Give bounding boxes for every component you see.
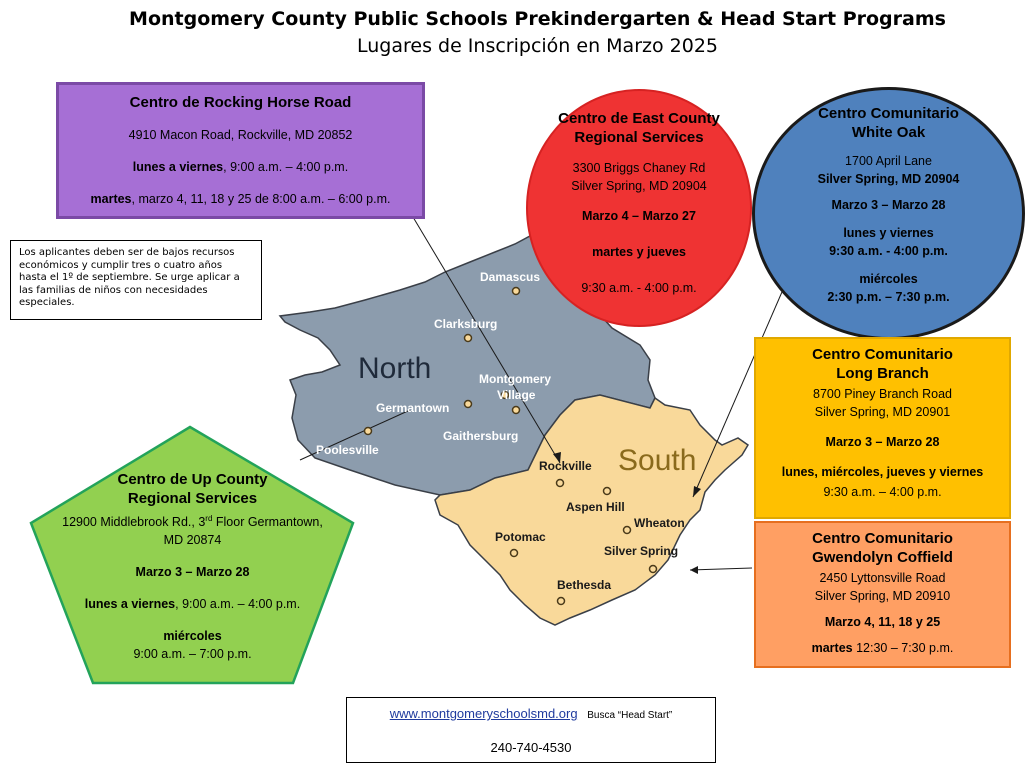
city-dot-wheaton (624, 527, 631, 534)
upcounty-name-1: Centro de Up County (117, 471, 268, 488)
place-wheaton: Wheaton (634, 516, 685, 530)
white-oak-days-2: miércoles (859, 272, 918, 286)
search-hint: Busca “Head Start” (587, 710, 673, 721)
upcounty-days-2: miércoles (163, 629, 222, 644)
contact-box (346, 697, 716, 763)
eligibility-note: Los aplicantes deben ser de bajos recursos económicos y cumplir tres o cuatro años hasta el 1º de septiembre. Se urge aplicar a las familias de niños con necesidades especiales. (10, 240, 262, 320)
upcounty-hours-1: , 9:00 a.m. – 4:00 p.m. (175, 597, 301, 612)
east-county-hours: 9:30 a.m. - 4:00 p.m. (581, 281, 697, 295)
coffield-hours: 12:30 – 7:30 p.m. (852, 641, 954, 655)
connector-coffield (690, 568, 752, 570)
city-dot-poolesville (365, 428, 372, 435)
city-dot-silver-spring (650, 566, 657, 573)
rocking-horse-address: 4910 Macon Road, Rockville, MD 20852 (128, 128, 353, 142)
south-label: South (618, 444, 697, 477)
place-potomac: Potomac (495, 530, 546, 544)
white-oak-hours-2: 2:30 p.m. – 7:30 p.m. (827, 290, 950, 304)
city-dot-aspen-hill (604, 488, 611, 495)
place-damascus: Damascus (480, 270, 541, 284)
upcounty-address-1 (30, 510, 355, 531)
white-oak-address-1: 1700 April Lane (845, 154, 932, 168)
east-county-address-1: 3300 Briggs Chaney Rd (572, 161, 706, 175)
rocking-horse-hours-weekday (59, 158, 422, 176)
upcounty-address-1a: 12900 Middlebrook Rd., 3 (62, 515, 206, 530)
white-oak-name-2: White Oak (851, 124, 926, 141)
city-dot-bethesda (558, 598, 565, 605)
rocking-horse-tuesday-label: martes (90, 192, 132, 206)
upcounty-address-sup: rd (205, 514, 213, 523)
east-county-name-2: Regional Services (574, 129, 704, 146)
east-county-dates: Marzo 4 – Marzo 27 (582, 209, 696, 223)
upcounty-name-2: Regional Services (127, 490, 258, 507)
long-branch-days: lunes, miércoles, jueves y viernes (781, 465, 984, 479)
rocking-horse-name: Centro de Rocking Horse Road (129, 94, 352, 111)
east-county-center-circle (526, 89, 752, 327)
white-oak-dates: Marzo 3 – Marzo 28 (831, 198, 946, 212)
upcounty-hours-2: 9:00 a.m. – 7:00 p.m. (133, 647, 252, 662)
city-dot-clarksburg (465, 335, 472, 342)
long-branch-address-1: 8700 Piney Branch Road (813, 387, 952, 401)
coffield-address-2: Silver Spring, MD 20910 (814, 589, 951, 603)
east-county-days: martes y jueves (592, 245, 686, 259)
place-rockville: Rockville (539, 459, 592, 473)
coffield-name-2: Gwendolyn Coffield (812, 549, 953, 566)
coffield-dates: Marzo 4, 11, 18 y 25 (824, 615, 941, 629)
long-branch-dates: Marzo 3 – Marzo 28 (825, 435, 940, 449)
place-aspen-hill: Aspen Hill (566, 500, 625, 514)
place-clarksburg: Clarksburg (434, 317, 498, 331)
upcounty-days-1: lunes a viernes (84, 597, 176, 612)
connector-coffield-arrow (690, 566, 698, 574)
east-county-address-2: Silver Spring, MD 20904 (571, 179, 707, 193)
white-oak-center-circle (752, 87, 1025, 340)
long-branch-hours: 9:30 a.m. – 4:00 p.m. (823, 485, 942, 499)
contact-line (347, 704, 715, 726)
rocking-horse-hours-tuesday (59, 190, 422, 208)
website-link[interactable]: www.montgomeryschoolsmd.org (389, 706, 578, 721)
page-subtitle: Lugares de Inscripción en Marzo 2025 (357, 35, 718, 57)
place-silver-spring: Silver Spring (604, 544, 679, 558)
upcounty-center-box (30, 470, 355, 690)
long-branch-center-box (754, 337, 1011, 519)
page-title: Montgomery County Public Schools Prekindergarten & Head Start Programs (129, 8, 946, 30)
coffield-name-1: Centro Comunitario (812, 530, 953, 547)
east-county-name-1: Centro de East County (558, 110, 720, 127)
rocking-horse-weekday-label: lunes a viernes (132, 160, 224, 174)
place-germantown: Germantown (376, 401, 450, 415)
long-branch-address-2: Silver Spring, MD 20901 (814, 405, 951, 419)
city-dot-germantown (465, 401, 472, 408)
rocking-horse-tuesday-hours: , marzo 4, 11, 18 y 25 de 8:00 a.m. – 6:00 p.m. (131, 192, 391, 206)
upcounty-dates: Marzo 3 – Marzo 28 (135, 565, 250, 580)
coffield-days: martes (811, 641, 853, 655)
upcounty-address-2: MD 20874 (163, 533, 222, 548)
coffield-center-box (754, 521, 1011, 668)
white-oak-hours-1: 9:30 a.m. - 4:00 p.m. (829, 244, 948, 258)
coffield-address-1: 2450 Lyttonsville Road (819, 571, 946, 585)
north-label: North (358, 352, 432, 385)
place-poolesville: Poolesville (316, 443, 379, 457)
place-gaithersburg: Gaithersburg (443, 429, 519, 443)
place-montgomery-village-2: Village (497, 388, 536, 402)
city-dot-potomac (511, 550, 518, 557)
phone-number: 240-740-4530 (490, 740, 572, 755)
city-dot-damascus (513, 288, 520, 295)
long-branch-name-1: Centro Comunitario (812, 346, 953, 363)
white-oak-days-1: lunes y viernes (843, 226, 934, 240)
rocking-horse-weekday-hours: , 9:00 a.m. – 4:00 p.m. (223, 160, 349, 174)
long-branch-name-2: Long Branch (836, 365, 929, 382)
upcounty-address-1b: Floor Germantown, (212, 515, 323, 530)
place-montgomery-village-1: Montgomery (479, 372, 551, 386)
white-oak-name-1: Centro Comunitario (818, 105, 959, 122)
place-bethesda: Bethesda (557, 578, 612, 592)
city-dot-gaithersburg (513, 407, 520, 414)
city-dot-rockville (557, 480, 564, 487)
coffield-hours-line (756, 639, 1009, 657)
white-oak-address-2: Silver Spring, MD 20904 (817, 172, 960, 186)
upcounty-hours-line-1 (30, 595, 355, 613)
rocking-horse-center-box (56, 82, 425, 219)
